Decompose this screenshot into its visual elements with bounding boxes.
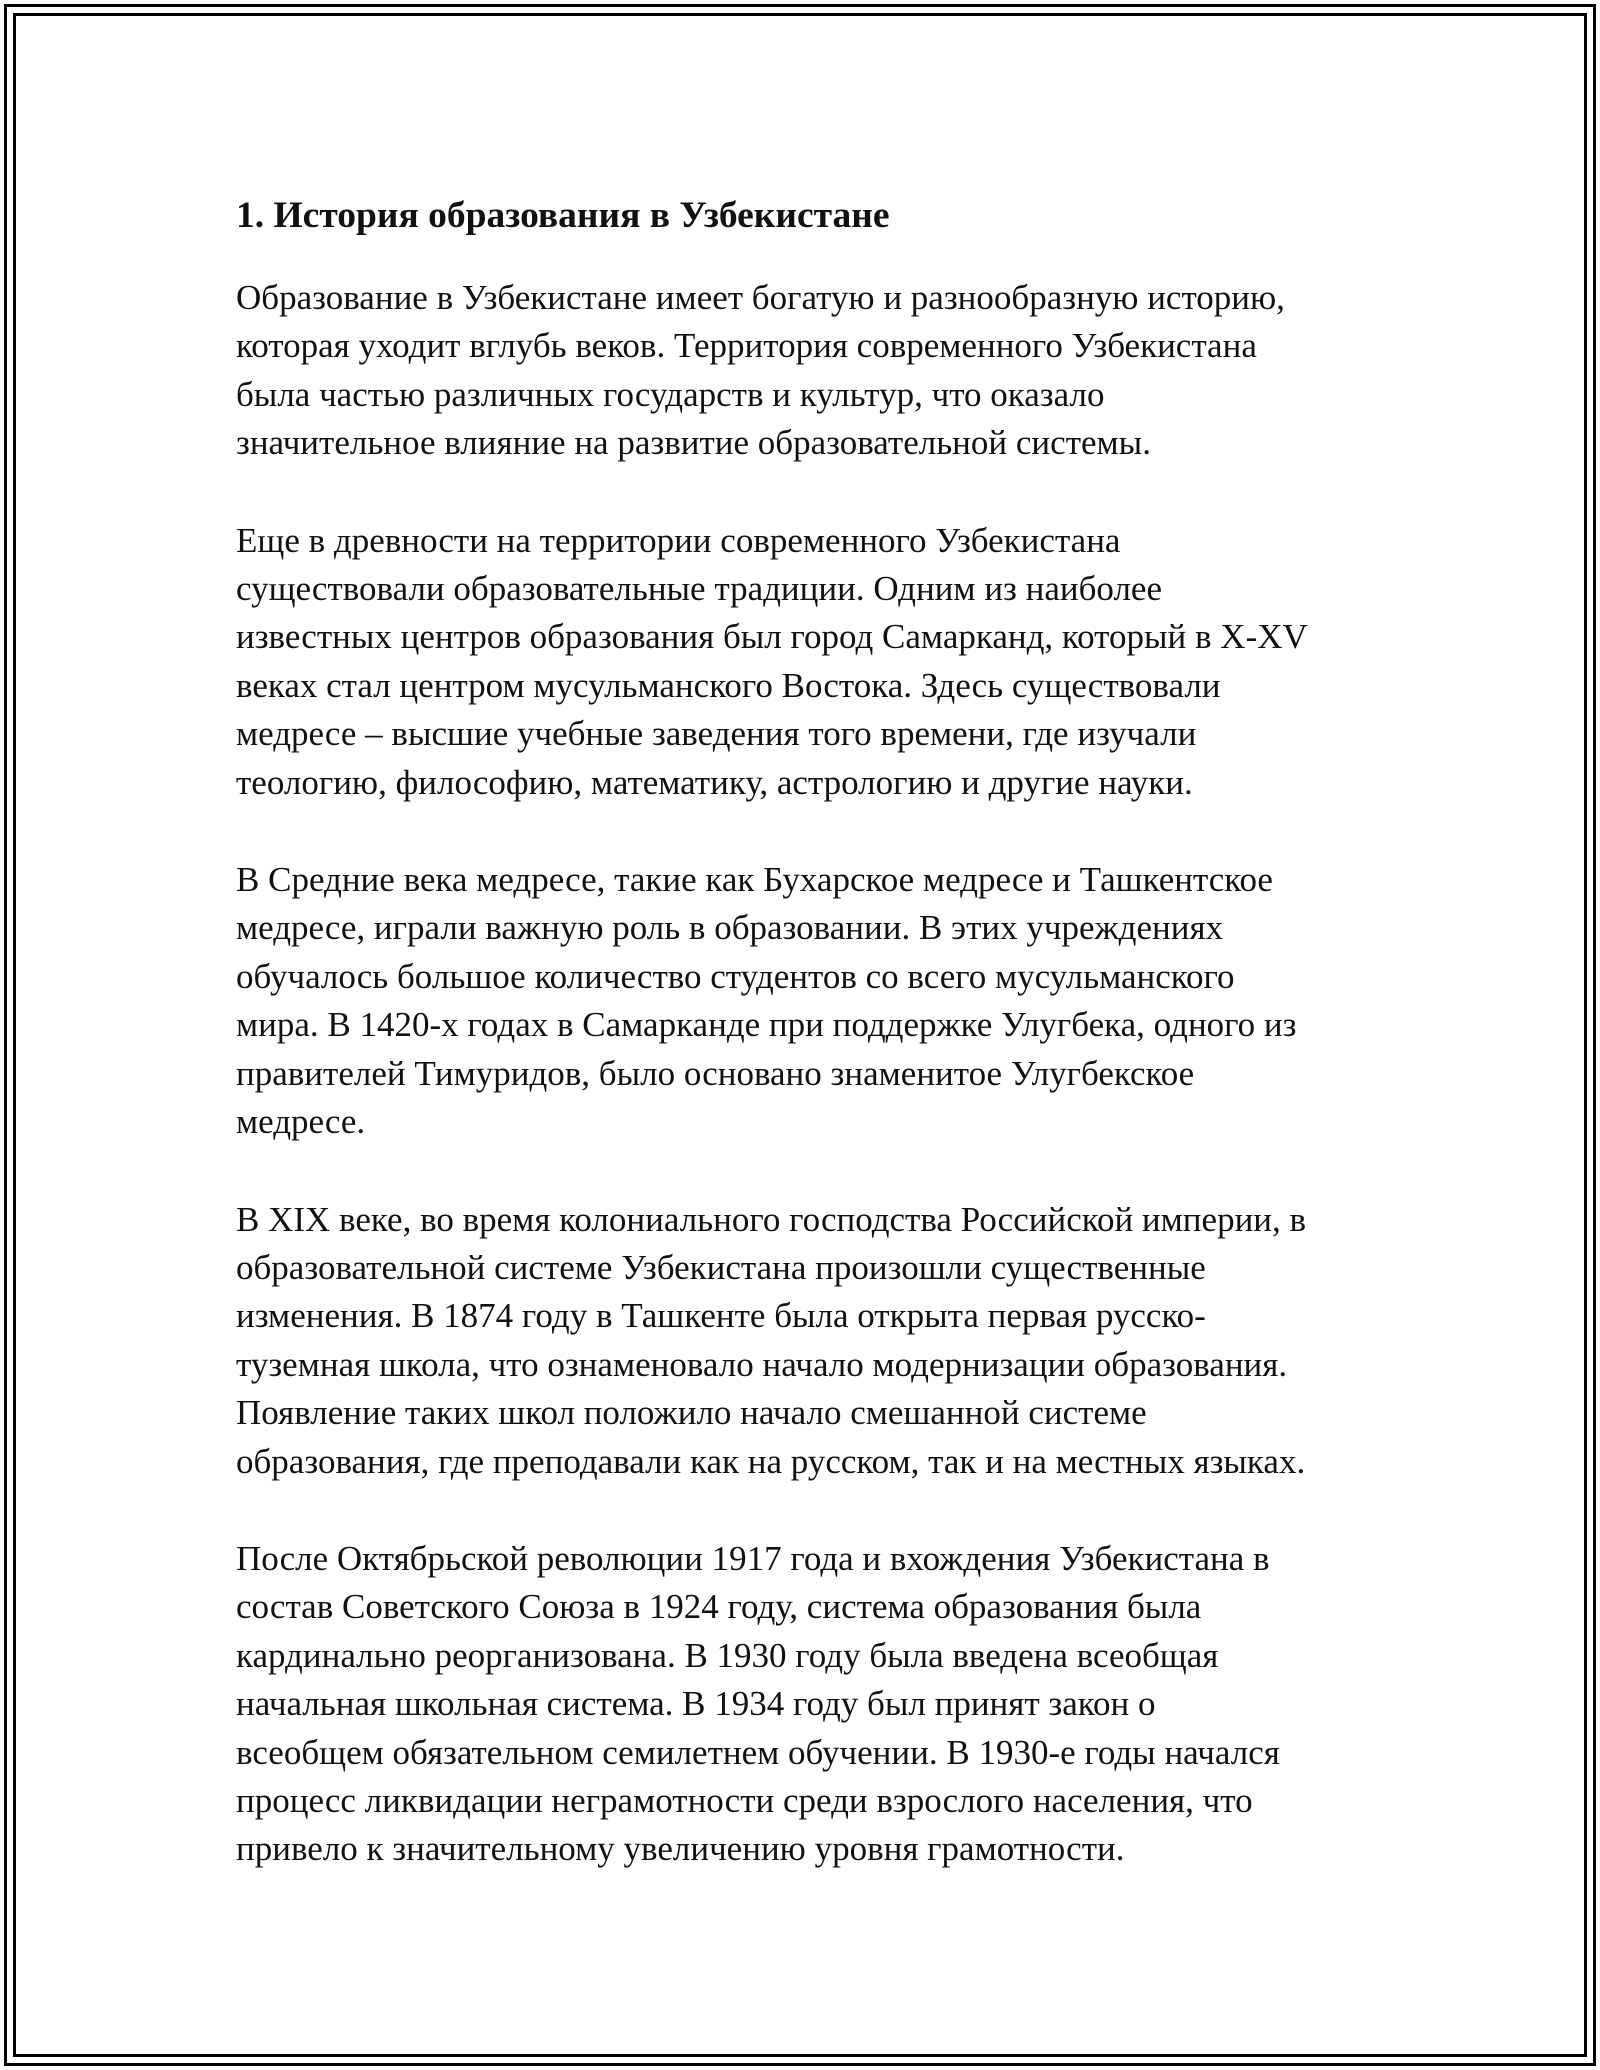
text-line: Еще в древности на территории современного Узбекистана — [236, 520, 1121, 560]
text-line: После Октябрьской революции 1917 года и вхождения Узбекистана в — [236, 1538, 1270, 1578]
paragraph-4 — [236, 1196, 1376, 1486]
paragraph-2 — [236, 517, 1376, 807]
text-line: была частью различных государств и культур, что оказало — [236, 374, 1105, 414]
text-line: начальная школьная система. В 1934 году был принят закон о — [236, 1684, 1156, 1724]
text-line: медресе. — [236, 1102, 366, 1142]
text-line: состав Советского Союза в 1924 году, система образования была — [236, 1587, 1202, 1627]
text-line: процесс ликвидации неграмотности среди взрослого населения, что — [236, 1780, 1253, 1820]
text-line: медресе – высшие учебные заведения того времени, где изучали — [236, 714, 1197, 754]
document-body — [236, 180, 1376, 1923]
text-line: обучалось большое количество студентов со всего мусульманского — [236, 956, 1235, 996]
text-line: правителей Тимуридов, было основано знаменитое Улугбекское — [236, 1053, 1195, 1093]
text-line: туземная школа, что ознаменовало начало модернизации образования. — [236, 1344, 1288, 1384]
text-line: В Средние века медресе, такие как Бухарское медресе и Ташкентское — [236, 860, 1273, 900]
text-line: которая уходит вглубь веков. Территория современного Узбекистана — [236, 326, 1257, 366]
text-line: образовательной системе Узбекистана произошли существенные — [236, 1247, 1206, 1287]
text-line: существовали образовательные традиции. Одним из наиболее — [236, 569, 1162, 609]
text-line: Образование в Узбекистане имеет богатую и разнообразную историю, — [236, 278, 1285, 317]
section-heading: 1. История образования в Узбекистане — [236, 195, 890, 236]
text-line: всеобщем обязательном семилетнем обучении. В 1930-е годы начался — [236, 1732, 1280, 1772]
text-line: привело к значительному увеличению уровня грамотности. — [236, 1829, 1125, 1869]
text-line: веках стал центром мусульманского Востока. Здесь существовали — [236, 665, 1221, 705]
text-line: изменения. В 1874 году в Ташкенте была открыта первая русско- — [236, 1296, 1206, 1336]
text-line: образования, где преподавали как на русском, так и на местных языках. — [236, 1441, 1306, 1481]
paragraph-3 — [236, 856, 1376, 1146]
text-line: известных центров образования был город Самарканд, который в X-XV — [236, 617, 1308, 657]
text-line: В XIX веке, во время колониального господства Российской империи, в — [236, 1199, 1307, 1239]
text-line: мира. В 1420-х годах в Самарканде при поддержке Улугбека, одного из — [236, 1005, 1297, 1045]
text-line: значительное влияние на развитие образовательной системы. — [236, 423, 1151, 463]
paragraph-1 — [236, 274, 1376, 468]
text-line: медресе, играли важную роль в образовании. В этих учреждениях — [236, 908, 1224, 948]
text-line: теологию, философию, математику, астрологию и другие науки. — [236, 762, 1193, 802]
paragraph-5 — [236, 1535, 1376, 1874]
text-line: Появление таких школ положило начало смешанной системе — [236, 1393, 1147, 1433]
text-line: кардинально реорганизована. В 1930 году была введена всеобщая — [236, 1635, 1219, 1675]
